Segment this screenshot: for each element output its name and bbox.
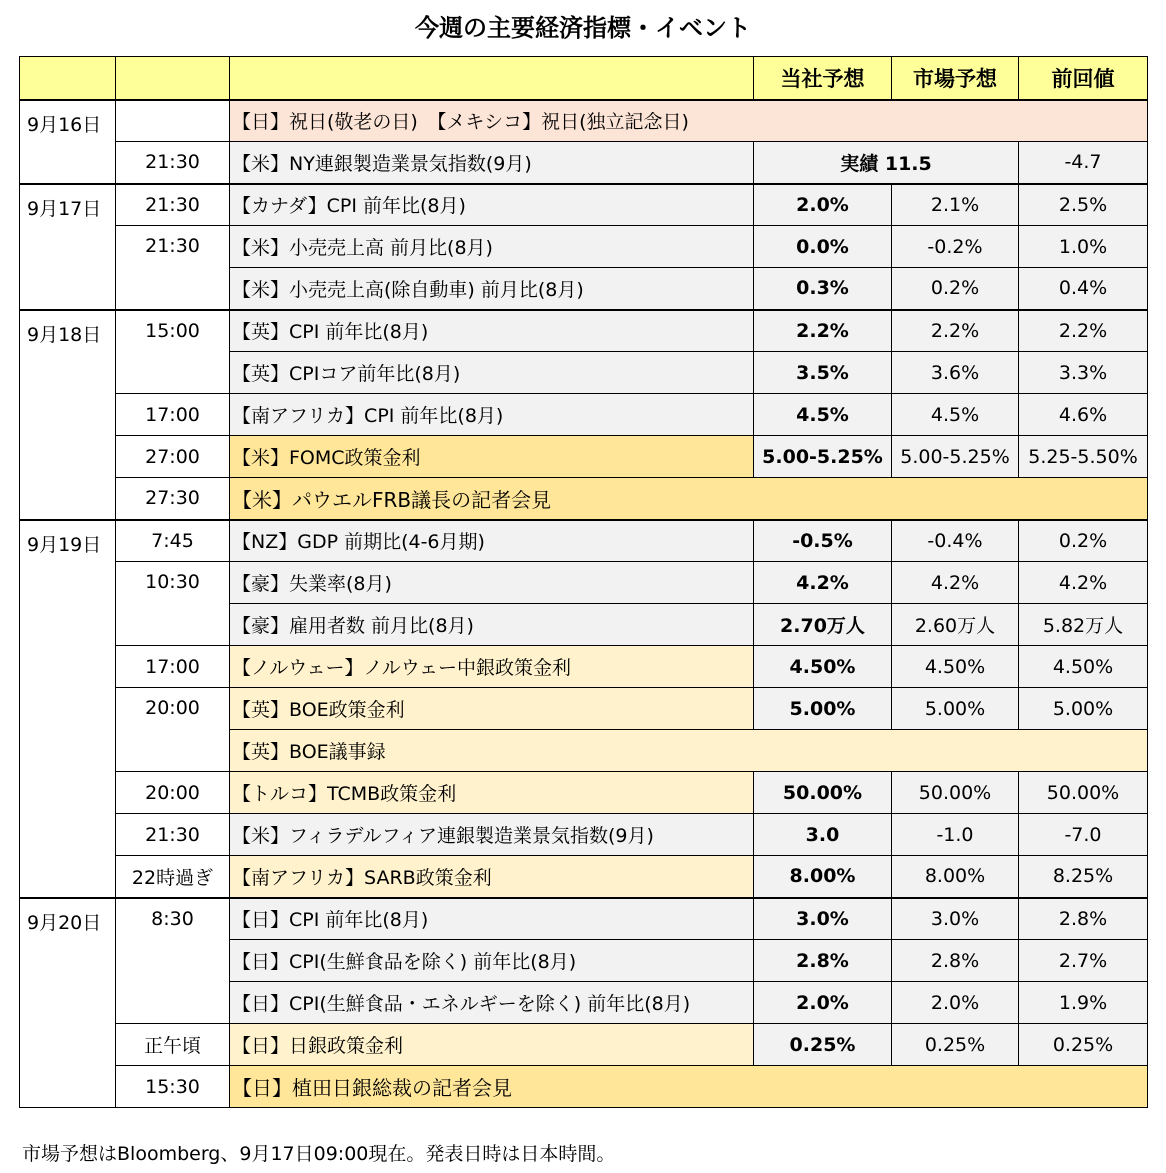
event-cell: 【日】CPI(生鮮食品を除く) 前年比(8月) [230, 940, 754, 982]
market-value: 0.2% [892, 268, 1019, 310]
ours-value: 3.0% [754, 898, 892, 940]
table-row [20, 394, 1148, 436]
market-value: -0.4% [892, 520, 1019, 562]
ours-value: 2.0% [754, 184, 892, 226]
market-value: 2.2% [892, 310, 1019, 352]
table-row [20, 898, 1148, 940]
table-row [20, 226, 1148, 268]
ours-value: 2.2% [754, 310, 892, 352]
event-cell: 【南アフリカ】SARB政策金利 [230, 856, 754, 898]
table-row [20, 814, 1148, 856]
date-cell: 9月16日 [20, 100, 116, 184]
ours-value: 2.8% [754, 940, 892, 982]
event-cell: 【英】CPIコア前年比(8月) [230, 352, 754, 394]
event-cell: 【米】小売売上高 前月比(8月) [230, 226, 754, 268]
prev-value: 3.3% [1019, 352, 1148, 394]
prev-value: 5.25-5.50% [1019, 436, 1148, 478]
event-cell: 【米】NY連銀製造業景気指数(9月) [230, 142, 754, 184]
indicator-table [19, 56, 1148, 1108]
event-cell: 【カナダ】CPI 前年比(8月) [230, 184, 754, 226]
event-cell: 【日】CPI 前年比(8月) [230, 898, 754, 940]
time-cell: 21:30 [116, 184, 230, 226]
prev-value: -7.0 [1019, 814, 1148, 856]
market-value: 3.6% [892, 352, 1019, 394]
time-cell: 22時過ぎ [116, 856, 230, 898]
market-value: 2.0% [892, 982, 1019, 1024]
footnote: 市場予想はBloomberg、9月17日09:00現在。発表日時は日本時間。 [22, 1143, 616, 1165]
prev-value: 8.25% [1019, 856, 1148, 898]
market-value: 4.5% [892, 394, 1019, 436]
prev-value: -4.7 [1019, 142, 1148, 184]
time-cell: 21:30 [116, 226, 230, 310]
prev-value: 5.00% [1019, 688, 1148, 730]
ours-value: 4.50% [754, 646, 892, 688]
event-cell: 【日】祝日(敬老の日) 【メキシコ】祝日(独立記念日) [230, 100, 1148, 142]
time-cell: 7:45 [116, 520, 230, 562]
ours-value: 2.70万人 [754, 604, 892, 646]
ours-value: 0.3% [754, 268, 892, 310]
market-value: 3.0% [892, 898, 1019, 940]
table-row [20, 184, 1148, 226]
time-cell: 15:30 [116, 1066, 230, 1108]
prev-value: 4.50% [1019, 646, 1148, 688]
event-cell: 【英】BOE議事録 [230, 730, 1148, 772]
time-cell: 17:00 [116, 646, 230, 688]
table-row [20, 142, 1148, 184]
event-cell: 【南アフリカ】CPI 前年比(8月) [230, 394, 754, 436]
actual-value: 実績 11.5 [754, 142, 1019, 184]
table-row [20, 562, 1148, 604]
time-cell: 27:00 [116, 436, 230, 478]
prev-value: 0.25% [1019, 1024, 1148, 1066]
market-value: 0.25% [892, 1024, 1019, 1066]
time-cell [116, 100, 230, 142]
header-ours: 当社予想 [754, 57, 892, 100]
prev-value: 5.82万人 [1019, 604, 1148, 646]
time-cell: 21:30 [116, 142, 230, 184]
prev-value: 4.2% [1019, 562, 1148, 604]
event-cell: 【英】CPI 前年比(8月) [230, 310, 754, 352]
page-title: 今週の主要経済指標・イベント [415, 14, 751, 42]
table-row [20, 772, 1148, 814]
ours-value: 0.25% [754, 1024, 892, 1066]
time-cell: 15:00 [116, 310, 230, 394]
prev-value: 0.2% [1019, 520, 1148, 562]
event-cell: 【日】日銀政策金利 [230, 1024, 754, 1066]
event-cell: 【トルコ】TCMB政策金利 [230, 772, 754, 814]
ours-value: 8.00% [754, 856, 892, 898]
ours-value: 4.5% [754, 394, 892, 436]
event-cell: 【米】FOMC政策金利 [230, 436, 754, 478]
market-value: -0.2% [892, 226, 1019, 268]
header-event-cell [230, 57, 754, 100]
event-cell: 【日】植田日銀総裁の記者会見 [230, 1066, 1148, 1108]
date-cell: 9月19日 [20, 520, 116, 898]
header-time-cell [116, 57, 230, 100]
date-cell: 9月18日 [20, 310, 116, 520]
header-date-cell [20, 57, 116, 100]
time-cell: 8:30 [116, 898, 230, 1024]
table-row [20, 646, 1148, 688]
market-value: 4.2% [892, 562, 1019, 604]
table-row [20, 310, 1148, 352]
table-row [20, 688, 1148, 730]
ours-value: 5.00-5.25% [754, 436, 892, 478]
event-cell: 【豪】雇用者数 前月比(8月) [230, 604, 754, 646]
prev-value: 4.6% [1019, 394, 1148, 436]
time-cell: 21:30 [116, 814, 230, 856]
table-row [20, 1066, 1148, 1108]
table-row [20, 856, 1148, 898]
market-value: 50.00% [892, 772, 1019, 814]
event-cell: 【米】小売売上高(除自動車) 前月比(8月) [230, 268, 754, 310]
prev-value: 2.2% [1019, 310, 1148, 352]
ours-value: -0.5% [754, 520, 892, 562]
market-value: 2.1% [892, 184, 1019, 226]
table-row [20, 436, 1148, 478]
prev-value: 2.5% [1019, 184, 1148, 226]
event-cell: 【豪】失業率(8月) [230, 562, 754, 604]
event-cell: 【ノルウェー】ノルウェー中銀政策金利 [230, 646, 754, 688]
ours-value: 5.00% [754, 688, 892, 730]
time-cell: 17:00 [116, 394, 230, 436]
date-cell: 9月20日 [20, 898, 116, 1108]
event-cell: 【米】フィラデルフィア連銀製造業景気指数(9月) [230, 814, 754, 856]
prev-value: 1.9% [1019, 982, 1148, 1024]
market-value: 4.50% [892, 646, 1019, 688]
event-cell: 【英】BOE政策金利 [230, 688, 754, 730]
table-header-row [20, 57, 1148, 100]
ours-value: 4.2% [754, 562, 892, 604]
table-row [20, 478, 1148, 520]
ours-value: 3.0 [754, 814, 892, 856]
prev-value: 2.7% [1019, 940, 1148, 982]
ours-value: 2.0% [754, 982, 892, 1024]
event-cell: 【NZ】GDP 前期比(4-6月期) [230, 520, 754, 562]
ours-value: 0.0% [754, 226, 892, 268]
market-value: 2.8% [892, 940, 1019, 982]
market-value: 2.60万人 [892, 604, 1019, 646]
prev-value: 50.00% [1019, 772, 1148, 814]
time-cell: 20:00 [116, 772, 230, 814]
prev-value: 0.4% [1019, 268, 1148, 310]
table-row [20, 1024, 1148, 1066]
ours-value: 3.5% [754, 352, 892, 394]
prev-value: 1.0% [1019, 226, 1148, 268]
ours-value: 50.00% [754, 772, 892, 814]
time-cell: 20:00 [116, 688, 230, 772]
table-row [20, 520, 1148, 562]
market-value: 5.00% [892, 688, 1019, 730]
header-prev: 前回値 [1019, 57, 1148, 100]
market-value: 8.00% [892, 856, 1019, 898]
time-cell: 10:30 [116, 562, 230, 646]
event-cell: 【日】CPI(生鮮食品・エネルギーを除く) 前年比(8月) [230, 982, 754, 1024]
table-row [20, 100, 1148, 142]
market-value: -1.0 [892, 814, 1019, 856]
time-cell: 正午頃 [116, 1024, 230, 1066]
date-cell: 9月17日 [20, 184, 116, 310]
prev-value: 2.8% [1019, 898, 1148, 940]
event-cell: 【米】パウエルFRB議長の記者会見 [230, 478, 1148, 520]
header-market: 市場予想 [892, 57, 1019, 100]
time-cell: 27:30 [116, 478, 230, 520]
market-value: 5.00-5.25% [892, 436, 1019, 478]
